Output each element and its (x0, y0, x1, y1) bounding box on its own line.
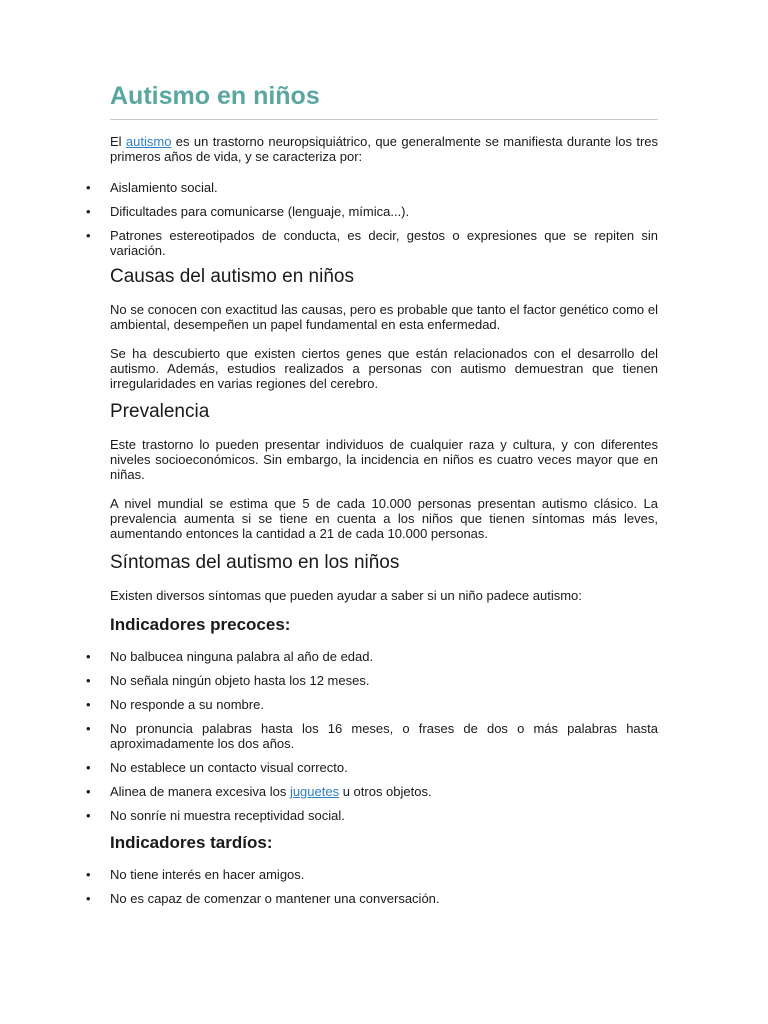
list-item: • Aislamiento social. (110, 180, 658, 195)
late-indicators-list (110, 867, 658, 906)
item-text-after: u otros objetos. (339, 784, 432, 799)
prevalence-paragraph-2: A nivel mundial se estima que 5 de cada 10.000 personas presentan autismo clásico. La prevalencia aumenta si se tiene en cuenta a los niños que tienen síntomas más leves, aumentando entonces la cantidad a 21 de cada 10.000 personas. (110, 496, 658, 541)
list-item: • No señala ningún objeto hasta los 12 meses. (110, 673, 658, 688)
juguetes-link[interactable]: juguetes (289, 784, 340, 799)
prevalence-paragraph-1: Este trastorno lo pueden presentar individuos de cualquier raza y cultura, y con diferentes niveles socioeconómicos. Sin embargo, la incidencia en niños es cuatro veces mayor que en niñas. (110, 437, 658, 482)
list-item (110, 784, 658, 799)
prevalence-heading: Prevalencia (110, 401, 210, 422)
late-indicators-heading: Indicadores tardíos: (110, 833, 273, 852)
intro-text-after: es un trastorno neuropsiquiátrico, que generalmente se manifiesta durante los tres primeros años de vida, y se caracteriza por: (110, 134, 659, 164)
list-item: • No responde a su nombre. (110, 697, 658, 712)
causes-paragraph-1: No se conocen con exactitud las causas, pero es probable que tanto el factor genético como el ambiental, desempeñen un papel fundamental en esta enfermedad. (110, 302, 658, 332)
list-item: • No tiene interés en hacer amigos. (110, 867, 658, 882)
list-item: • Dificultades para comunicarse (lenguaje, mímica...). (110, 204, 658, 219)
intro-text-before: El (110, 134, 126, 149)
list-item: • No establece un contacto visual correcto. (110, 760, 658, 775)
list-item: • No sonríe ni muestra receptividad social. (110, 808, 658, 823)
causes-heading: Causas del autismo en niños (110, 266, 354, 287)
causes-paragraph-2: Se ha descubierto que existen ciertos genes que están relacionados con el desarrollo del autismo. Además, estudios realizados a personas con autismo demuestran que tienen irregularidades en varias regiones del cerebro. (110, 346, 658, 391)
list-item: • No es capaz de comenzar o mantener una conversación. (110, 891, 658, 906)
intro-paragraph (110, 134, 658, 164)
item-text-before: Alinea de manera excesiva los (110, 784, 290, 799)
list-item: • Patrones estereotipados de conducta, es decir, gestos o expresiones que se repiten sin variación. (110, 228, 658, 258)
symptoms-heading: Síntomas del autismo en los niños (110, 552, 400, 573)
autismo-link[interactable]: autismo (125, 134, 172, 149)
symptoms-paragraph: Existen diversos síntomas que pueden ayudar a saber si un niño padece autismo: (110, 588, 582, 603)
page-title: Autismo en niños (110, 82, 658, 120)
list-item: • No balbucea ninguna palabra al año de edad. (110, 649, 658, 664)
early-indicators-list (110, 649, 658, 823)
article (110, 82, 658, 906)
early-indicators-heading: Indicadores precoces: (110, 615, 291, 634)
list-item: • No pronuncia palabras hasta los 16 meses, o frases de dos o más palabras hasta aproximadamente los dos años. (110, 721, 658, 751)
intro-list (110, 180, 658, 258)
